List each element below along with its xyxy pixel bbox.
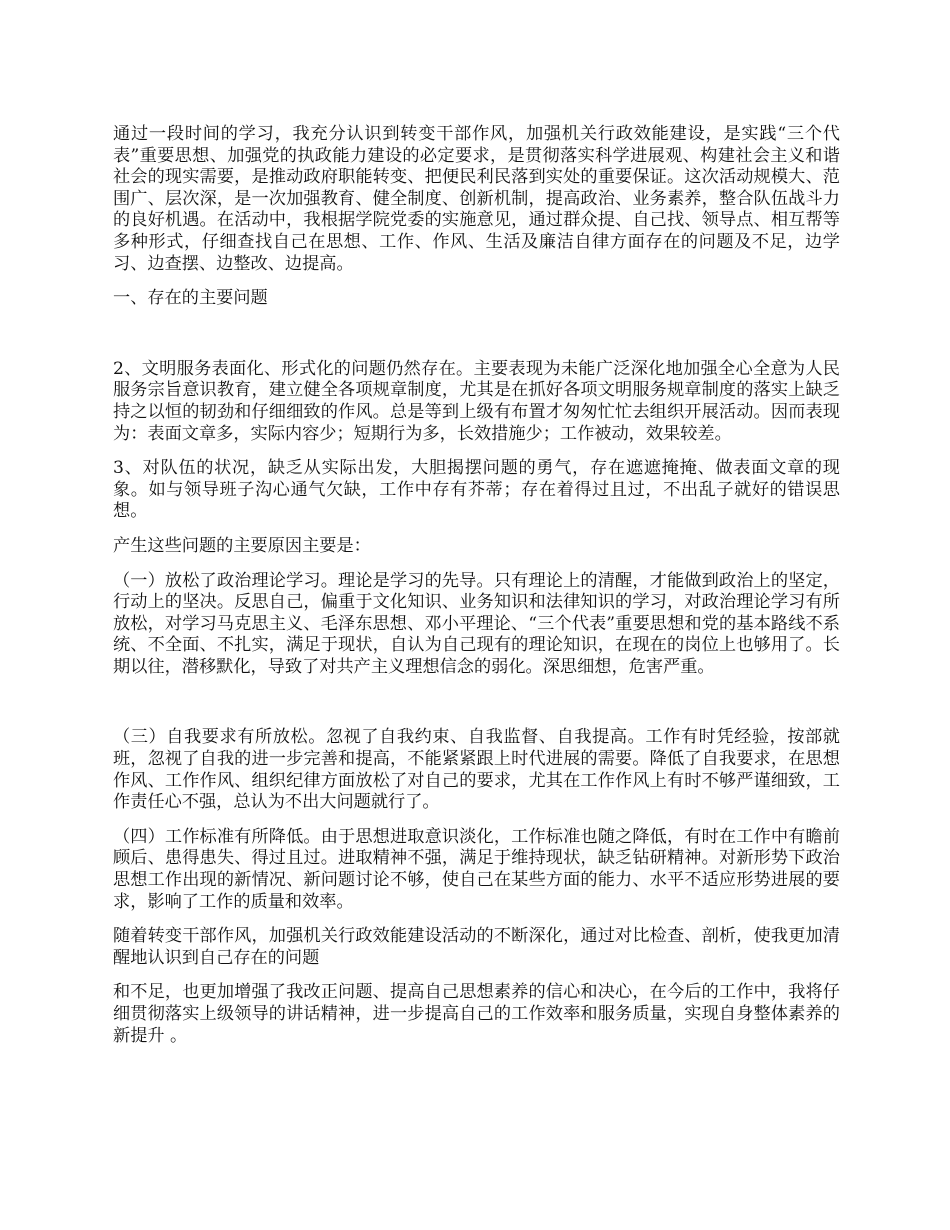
cause-4: （四）工作标准有所降低。由于思想进取意识淡化，工作标准也随之降低，有时在工作中有瞻前顾后、患得患失、得过且过。进取精神不强，满足于维持现状，缺乏钻研精神。对新形势下政治思想工作出现的新情况、新问题讨论不够，使自己在某些方面的能力、水平不适应形势进展的要求，影响了工作的质量和效率。: [113, 826, 840, 912]
conclusion-paragraph-1: 随着转变干部作风，加强机关行政效能建设活动的不断深化，通过对比检查、剖析，使我更加清醒地认识到自己存在的问题: [113, 926, 840, 968]
problem-item-2: 2、文明服务表面化、形式化的问题仍然存在。主要表现为未能广泛深化地加强全心全意为人民服务宗旨意识教育，建立健全各项规章制度，尤其是在抓好各项文明服务规章制度的落实上缺乏持之以恒的韧劲和仔细细致的作风。总是等到上级有布置才匆匆忙忙去组织开展活动。因而表现为：表面文章多，实际内容少；短期行为多，长效措施少；工作被动，效果较差。: [113, 358, 840, 444]
conclusion-paragraph-2: 和不足，也更加增强了我改正问题、提高自己思想素养的信心和决心，在今后的工作中，我将仔细贯彻落实上级领导的讲话精神，进一步提高自己的工作效率和服务质量，实现自身整体素养的新提升 。: [113, 982, 840, 1046]
spacer: [113, 691, 840, 727]
causes-intro: 产生这些问题的主要原因主要是：: [113, 535, 371, 556]
document-page: [113, 124, 840, 1060]
intro-paragraph: 通过一段时间的学习，我充分认识到转变干部作风，加强机关行政效能建设，是实践“三个代表”重要思想、加强党的执政能力建设的必定要求，是贯彻落实科学进展观、构建社会主义和谐社会的现实需要，是推动政府职能转变、把便民利民落到实处的重要保证。这次活动规模大、范围广、层次深，是一次加强教育、健全制度、创新机制，提高政治、业务素养，整合队伍战斗力的良好机遇。在活动中，我根据学院党委的实施意见，通过群众提、自己找、领导点、相互帮等多种形式，仔细查找自己在思想、工作、作风、生活及廉洁自律方面存在的问题及不足，边学习、边查摆、边整改、边提高。: [113, 124, 840, 274]
section-heading: 一、存在的主要问题: [113, 288, 268, 309]
spacer: [113, 323, 840, 359]
cause-1: （一）放松了政治理论学习。理论是学习的先导。只有理论上的清醒，才能做到政治上的坚定，行动上的坚决。反思自己，偏重于文化知识、业务知识和法律知识的学习，对政治理论学习有所放松，对学习马克思主义、毛泽东思想、邓小平理论、“三个代表”重要思想和党的基本路线不系统、不全面、不扎实，满足于现状，自认为自己现有的理论知识，在现在的岗位上也够用了。长期以往，潜移默化，导致了对共产主义理想信念的弱化。深思细想，危害严重。: [113, 570, 840, 677]
problem-item-3: 3、对队伍的状况，缺乏从实际出发，大胆揭摆问题的勇气，存在遮遮掩掩、做表面文章的现象。如与领导班子沟心通气欠缺，工作中存有芥蒂；存在着得过且过，不出乱子就好的错误思想。: [113, 458, 840, 522]
cause-3: （三）自我要求有所放松。忽视了自我约束、自我监督、自我提高。工作有时凭经验，按部就班，忽视了自我的进一步完善和提高，不能紧紧跟上时代进展的需要。降低了自我要求，在思想作风、工作作风、组织纪律方面放松了对自己的要求，尤其在工作作风上有时不够严谨细致，工作责任心不强，总认为不出大问题就行了。: [113, 727, 840, 813]
